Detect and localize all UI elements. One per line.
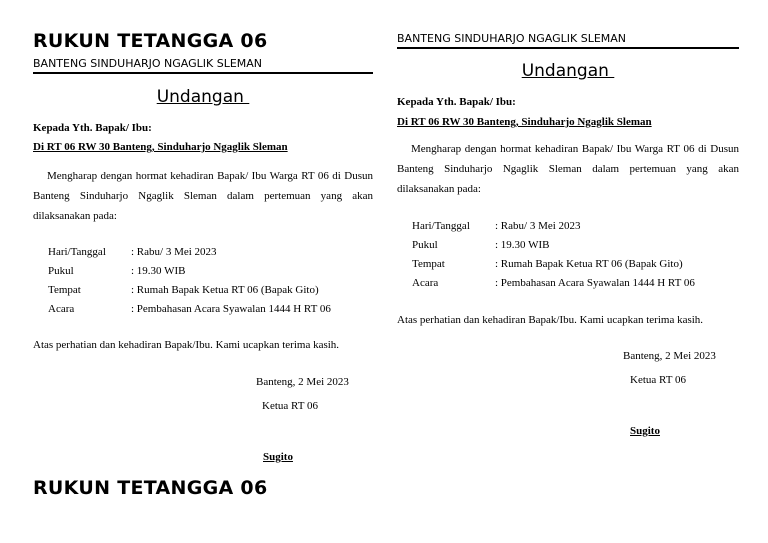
- signature-name: Sugito: [263, 451, 293, 463]
- recipient-place: Di RT 06 RW 30 Banteng, Sinduharjo Ngaglik Sleman: [397, 116, 652, 128]
- detail-label: Acara: [412, 277, 439, 289]
- letterhead-divider: [397, 47, 739, 49]
- detail-row-time: [412, 236, 695, 255]
- detail-row-place: [412, 255, 695, 274]
- signature-role: Ketua RT 06: [262, 400, 318, 412]
- body-paragraph: Mengharap dengan hormat kehadiran Bapak/ Ibu Warga RT 06 di Dusun Banteng Sinduharjo Ngaglik Sleman dalam pertemuan yang akan dilaksanakan pada:: [33, 170, 373, 222]
- closing-line: Atas perhatian dan kehadiran Bapak/Ibu. Kami ucapkan terima kasih.: [397, 314, 704, 326]
- detail-row-agenda: [412, 274, 695, 293]
- letter-heading: Undangan: [156, 87, 250, 107]
- detail-value: : Pembahasan Acara Syawalan 1444 H RT 06: [495, 277, 695, 289]
- org-title: RUKUN TETANGGA 06: [33, 30, 268, 52]
- signature-role: Ketua RT 06: [630, 374, 686, 386]
- recipient-line: Kepada Yth. Bapak/ Ibu:: [397, 96, 516, 108]
- signature-name: Sugito: [630, 425, 660, 437]
- detail-value: : Pembahasan Acara Syawalan 1444 H RT 06: [131, 303, 331, 315]
- detail-label: Acara: [48, 303, 75, 315]
- detail-value: : Rabu/ 3 Mei 2023: [495, 220, 581, 232]
- signature-date: Banteng, 2 Mei 2023: [623, 350, 716, 362]
- detail-label: Tempat: [412, 258, 445, 270]
- recipient-place: Di RT 06 RW 30 Banteng, Sinduharjo Ngaglik Sleman: [33, 141, 288, 153]
- org-title-next-letter: RUKUN TETANGGA 06: [33, 477, 268, 499]
- detail-label: Pukul: [412, 239, 438, 251]
- detail-row-date: [48, 243, 331, 262]
- detail-row-agenda: [48, 300, 331, 319]
- letterhead-address: BANTENG SINDUHARJO NGAGLIK SLEMAN: [33, 57, 263, 70]
- detail-row-place: [48, 281, 331, 300]
- letterhead-address: BANTENG SINDUHARJO NGAGLIK SLEMAN: [397, 32, 627, 45]
- event-details: [412, 217, 695, 293]
- detail-label: Pukul: [48, 265, 74, 277]
- closing-line: Atas perhatian dan kehadiran Bapak/Ibu. Kami ucapkan terima kasih.: [33, 339, 340, 351]
- signature-date: Banteng, 2 Mei 2023: [256, 376, 349, 388]
- detail-row-date: [412, 217, 695, 236]
- letterhead-divider: [33, 72, 373, 74]
- detail-row-time: [48, 262, 331, 281]
- detail-value: : 19.30 WIB: [131, 265, 186, 277]
- detail-value: : 19.30 WIB: [495, 239, 550, 251]
- detail-value: : Rumah Bapak Ketua RT 06 (Bapak Gito): [131, 284, 319, 296]
- detail-label: Hari/Tanggal: [412, 220, 470, 232]
- letter-heading: Undangan: [521, 61, 615, 81]
- detail-value: : Rumah Bapak Ketua RT 06 (Bapak Gito): [495, 258, 683, 270]
- detail-label: Hari/Tanggal: [48, 246, 106, 258]
- detail-value: : Rabu/ 3 Mei 2023: [131, 246, 217, 258]
- body-paragraph: Mengharap dengan hormat kehadiran Bapak/ Ibu Warga RT 06 di Dusun Banteng Sinduharjo Ngaglik Sleman dalam pertemuan yang akan dilaksanakan pada:: [397, 143, 739, 195]
- event-details: [48, 243, 331, 319]
- detail-label: Tempat: [48, 284, 81, 296]
- recipient-line: Kepada Yth. Bapak/ Ibu:: [33, 122, 152, 134]
